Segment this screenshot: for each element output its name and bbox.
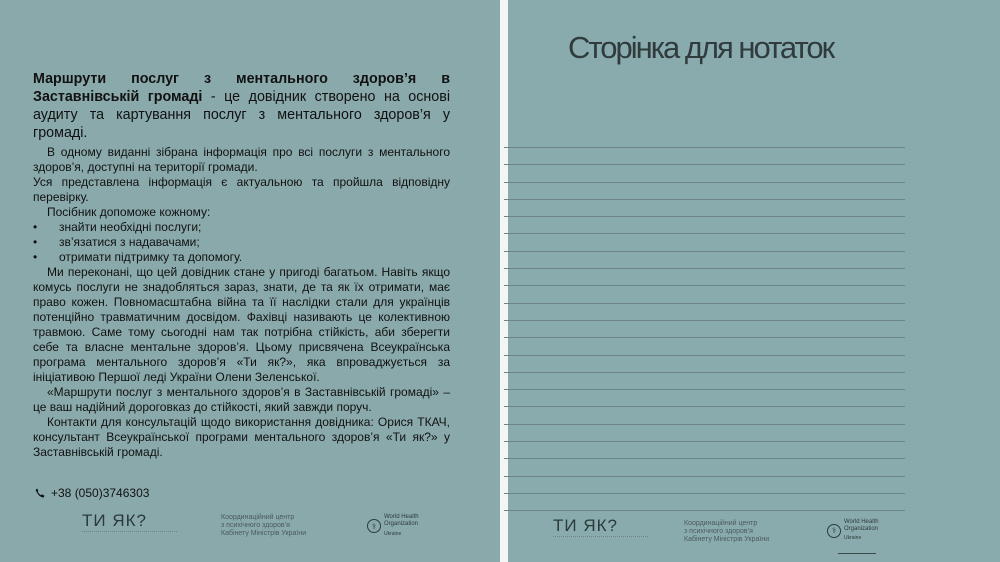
- note-line: [504, 424, 905, 425]
- note-line: [504, 233, 905, 234]
- paragraph-5: «Маршрути послуг з ментального здоров’я в Заставнівській громаді» – це ваш надійний дороговказ до стійкості, який завжди поруч.: [33, 385, 450, 414]
- intro-bold: Маршрути послуг з ментального здоров’я в Заставнівській громаді: [33, 71, 450, 105]
- note-line: [504, 441, 905, 442]
- list-item: • знайти необхідні послуги;: [33, 220, 202, 234]
- phone-number: +38 (050)3746303: [51, 486, 150, 500]
- page-title: Сторінка для нотаток: [568, 30, 834, 65]
- note-line: [504, 372, 905, 373]
- coordination-center-logo-left: Координаційний центр з психічного здоров’я Кабінету Міністрів України: [221, 514, 307, 537]
- paragraph-3: Посібник допоможе кожному:: [47, 205, 211, 219]
- list-item: • зв’язатися з надавачами;: [33, 235, 200, 249]
- coordination-center-logo-right: Координаційний центр з психічного здоров’я Кабінету Міністрів України: [684, 520, 770, 543]
- who-emblem-icon: ⚕: [827, 524, 841, 538]
- note-line: [504, 164, 905, 165]
- intro-paragraph: [33, 70, 450, 142]
- note-line: [504, 337, 905, 338]
- who-emblem-icon: ⚕: [367, 519, 381, 533]
- tiyak-logo: ТИ ЯК?: [553, 516, 618, 535]
- note-lines: [504, 147, 905, 528]
- note-line: [504, 355, 905, 356]
- note-line: [504, 147, 905, 148]
- note-line: [504, 389, 905, 390]
- note-line: [504, 268, 905, 269]
- note-line: [504, 406, 905, 407]
- list-item: • отримати підтримку та допомогу.: [33, 250, 243, 264]
- note-line: [504, 251, 905, 252]
- logo-tiyak-right: [553, 516, 648, 544]
- who-logo-left: ⚕ World Health Organization Ukraine: [367, 514, 419, 538]
- paragraph-6: Контакти для консультацій щодо використання довідника: Орися ТКАЧ, консультант Всеукраїнської програми ментального здоров’я «Ти як?» у Заставнівській громаді.: [33, 415, 450, 459]
- footer-rule: [838, 553, 876, 554]
- note-line: [504, 285, 905, 286]
- logo-tiyak-left: [82, 511, 177, 539]
- main-text: [33, 70, 450, 460]
- tiyak-logo: ТИ ЯК?: [82, 511, 147, 530]
- paragraph-2: Уся представлена інформація є актуальною та пройшла відповідну перевірку.: [33, 175, 450, 204]
- note-line: [504, 199, 905, 200]
- who-logo-right: ⚕ World Health Organization Ukraine: [827, 519, 879, 542]
- note-line: [504, 493, 905, 494]
- paragraph-4: Ми переконані, що цей довідник стане у пригоді багатьом. Навіть якщо комусь послуги не знадобляться зараз, знати, де та як їх отримати, має право кожен. Повномасштабна війна та її наслідки стали для українців потенційно травматичним досвідом. Фахівці називають це колективною травмою. Саме тому сьогодні нам так потрібна стійкість, аби зберегти себе та власне ментальне здоров’я. Цьому присвячена Всеукраїнська програма ментального здоров’я «Ти як?», яка впроваджується за ініціативою Першої леді України Олени Зеленської.: [33, 265, 450, 384]
- note-line: [504, 320, 905, 321]
- intro-rest: - це довідник створено на основі аудиту та картування послуг з ментального здоров’я у громаді.: [33, 89, 450, 141]
- note-line: [504, 458, 905, 459]
- note-line: [504, 476, 905, 477]
- paragraph-1: В одному виданні зібрана інформація про всі послуги з ментального здоров’я, доступні на території громади.: [33, 145, 450, 174]
- note-line: [504, 216, 905, 217]
- bullet-list: [33, 220, 450, 265]
- note-line: [504, 303, 905, 304]
- note-line: [504, 182, 905, 183]
- phone-icon: [35, 488, 45, 498]
- note-line: [504, 510, 905, 511]
- phone-contact: [35, 486, 149, 500]
